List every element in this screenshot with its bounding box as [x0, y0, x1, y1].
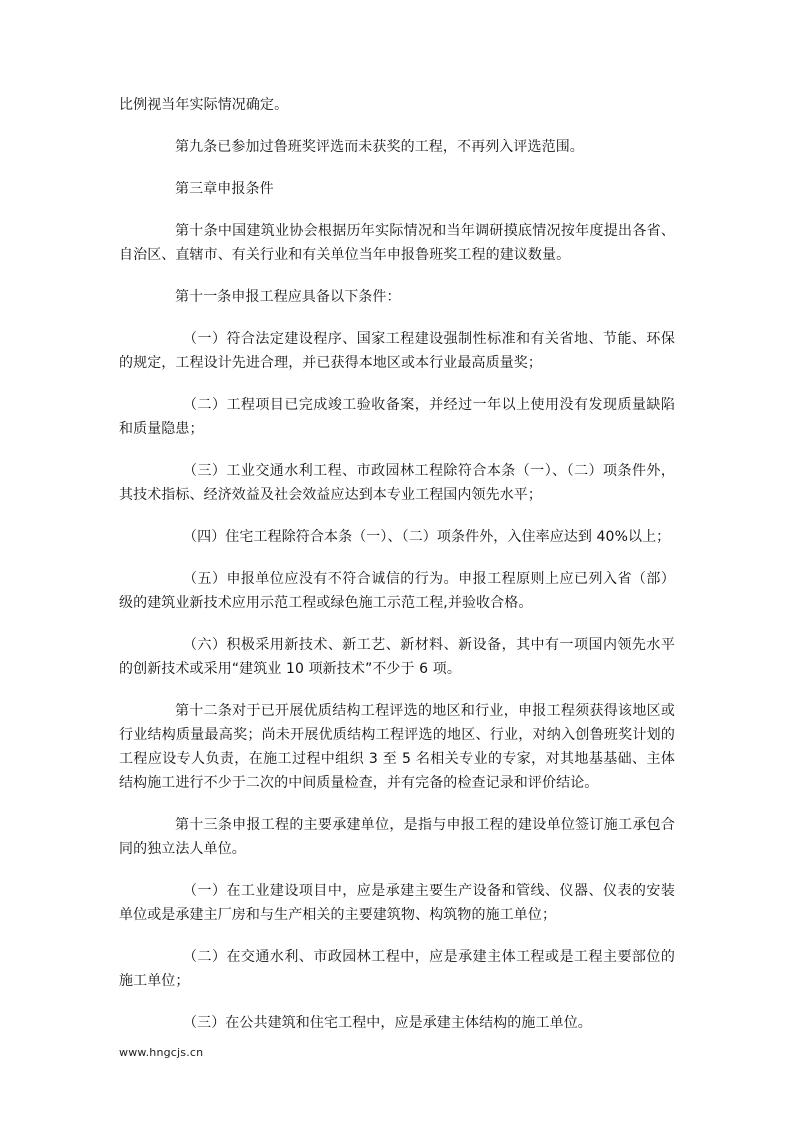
article-13-item-2: （二）在交通水利、市政园林工程中，应是承建主体工程或是工程主要部位的施工单位； — [119, 949, 675, 989]
document-body — [119, 93, 675, 1035]
article-11-item-2: （二）工程项目已完成竣工验收备案，并经过一年以上使用没有发现质量缺陷和质量隐患； — [119, 397, 675, 437]
paragraph-continuation: 比例视当年实际情况确定。 — [119, 97, 289, 113]
article-11-item-3: （三）工业交通水利工程、市政园林工程除符合本条（一）、（二）项条件外，其技术指标、经济效益及社会效益应达到本专业工程国内领先水平； — [119, 463, 675, 503]
article-13-item-1: （一）在工业建设项目中，应是承建主要生产设备和管线、仪器、仪表的安装单位或是承建主厂房和与生产相关的主要建筑物、构筑物的施工单位； — [119, 883, 675, 923]
article-13-item-3: （三）在公共建筑和住宅工程中，应是承建主体结构的施工单位。 — [183, 1015, 592, 1031]
article-11-item-1: （一）符合法定建设程序、国家工程建设强制性标准和有关省地、节能、环保的规定，工程设计先进合理，并已获得本地区或本行业最高质量奖； — [119, 331, 675, 371]
article-11-item-6: （六）积极采用新技术、新工艺、新材料、新设备，其中有一项国内领先水平的创新技术或采用“建筑业 10 项新技术”不少于 6 项。 — [119, 637, 675, 677]
article-13: 第十三条申报工程的主要承建单位，是指与申报工程的建设单位签订施工承包合同的独立法人单位。 — [119, 817, 675, 857]
article-11-item-4: （四）住宅工程除符合本条（一）、（二）项条件外，入住率应达到 40%以上； — [183, 529, 671, 545]
chapter-3-heading: 第三章申报条件 — [175, 181, 274, 197]
article-10: 第十条中国建筑业协会根据历年实际情况和当年调研摸底情况按年度提出各省、自治区、直辖市、有关行业和有关单位当年申报鲁班奖工程的建议数量。 — [119, 223, 675, 263]
article-11: 第十一条申报工程应具备以下条件： — [175, 289, 401, 305]
article-12: 第十二条对于已开展优质结构工程评选的地区和行业，申报工程须获得该地区或行业结构质量最高奖；尚未开展优质结构工程评选的地区、行业，对纳入创鲁班奖计划的工程应设专人负责，在施工过程中组织 3 至 5 名相关专业的专家，对其地基基础、主体结构施工进行不少于二次的中间质量检查，并有完备的检查记录和评价结论。 — [119, 703, 675, 791]
article-11-item-5: （五）申报单位应没有不符合诚信的行为。申报工程原则上应已列入省（部）级的建筑业新技术应用示范工程或绿色施工示范工程,并验收合格。 — [119, 571, 675, 611]
footer-url[interactable]: www.hngcjs.cn — [119, 1046, 204, 1059]
article-9: 第九条已参加过鲁班奖评选而未获奖的工程，不再列入评选范围。 — [175, 139, 584, 155]
